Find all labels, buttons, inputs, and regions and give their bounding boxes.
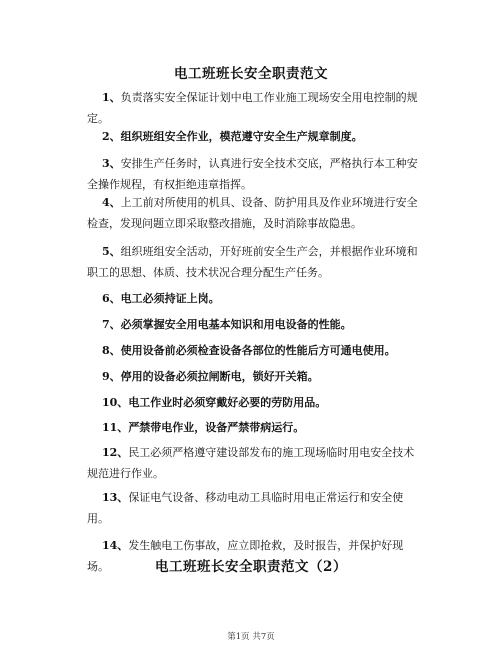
duty-item-text: 上工前对所使用的机具、设备、防护用具及作业环境进行安全 xyxy=(120,196,418,209)
document-title: 电工班班长安全职责范文 xyxy=(174,66,328,82)
duty-item-text: 全操作规程，有权拒绝违章指挥。 xyxy=(87,178,252,191)
duty-item-line xyxy=(102,242,418,261)
duty-item-number: 4、 xyxy=(102,196,121,209)
duty-item-line xyxy=(87,509,109,528)
duty-item-number: 8、 xyxy=(102,344,121,357)
section-title-2: 电工班班长安全职责范文（2） xyxy=(155,559,347,575)
duty-item-line xyxy=(102,154,418,173)
duty-item-text: 民工必须严格遵守建设部发布的施工现场临时用电安全技术 xyxy=(128,446,415,459)
duty-item-number: 10、 xyxy=(102,396,129,409)
duty-item-text: 使用设备前必须检查设备各部位的性能后方可通电使用。 xyxy=(120,344,396,357)
duty-item-text: 电工必须持证上岗。 xyxy=(120,292,220,305)
duty-item-line xyxy=(102,393,326,412)
duty-item-line xyxy=(87,464,164,483)
duty-item-text: 发生触电工伤事故，应立即抢救，及时报告，并保护好现 xyxy=(128,539,404,552)
duty-item-line xyxy=(102,289,220,308)
duty-item-text: 用。 xyxy=(87,512,109,525)
duty-item-number: 14、 xyxy=(102,539,129,552)
duty-item-line xyxy=(102,536,403,555)
duty-item-text: 组织班组安全活动，开好班前安全生产会，并根据作业环境和 xyxy=(120,245,418,258)
duty-item-text: 保证电气设备、移动电动工具临时用电正常运行和安全使 xyxy=(128,491,404,504)
duty-item-text: 停用的设备必须拉闸断电，锁好开关箱。 xyxy=(120,370,319,383)
duty-item-text: 安排生产任务时，认真进行安全技术交底，严格执行本工种安 xyxy=(120,157,418,170)
duty-item-text: 严禁带电作业，设备严禁带病运行。 xyxy=(128,421,305,434)
duty-item-number: 13、 xyxy=(102,491,129,504)
duty-item-number: 1、 xyxy=(102,91,121,104)
duty-item-text: 定。 xyxy=(87,112,109,125)
duty-item-line xyxy=(87,263,329,282)
duty-item-text: 负责落实安全保证计划中电工作业施工现场安全用电控制的规 xyxy=(120,91,418,104)
duty-item-line xyxy=(87,175,252,194)
duty-item-line xyxy=(87,109,109,128)
duty-item-number: 12、 xyxy=(102,446,129,459)
duty-item-text: 职工的思想、体质、技术状况合理分配生产任务。 xyxy=(87,266,329,279)
duty-item-line xyxy=(102,418,304,437)
duty-item-number: 3、 xyxy=(102,157,121,170)
duty-item-line xyxy=(102,443,414,462)
duty-item-line xyxy=(87,214,362,233)
duty-item-line xyxy=(102,88,418,107)
duty-item-number: 5、 xyxy=(102,245,121,258)
duty-item-line xyxy=(102,127,363,146)
duty-item-text: 组织班组安全作业，模范遵守安全生产规章制度。 xyxy=(120,130,363,143)
duty-item-number: 11、 xyxy=(102,421,129,434)
duty-item-text: 场。 xyxy=(87,560,109,573)
duty-item-text: 规范进行作业。 xyxy=(87,467,164,480)
duty-item-line xyxy=(102,341,396,360)
duty-item-number: 2、 xyxy=(102,130,121,143)
duty-item-line xyxy=(102,315,352,334)
duty-item-number: 7、 xyxy=(102,318,121,331)
duty-item-line xyxy=(102,488,403,507)
page-footer: 第1页 共7页 xyxy=(227,632,275,642)
duty-item-text: 电工作业时必须穿戴好必要的劳防用品。 xyxy=(128,396,327,409)
duty-item-line xyxy=(102,367,319,386)
duty-item-line xyxy=(102,193,418,212)
duty-item-number: 6、 xyxy=(102,292,121,305)
duty-item-number: 9、 xyxy=(102,370,121,383)
duty-item-text: 必须掌握安全用电基本知识和用电设备的性能。 xyxy=(120,318,352,331)
duty-item-text: 检查，发现问题立即采取整改措施，及时消除事故隐患。 xyxy=(87,217,362,230)
